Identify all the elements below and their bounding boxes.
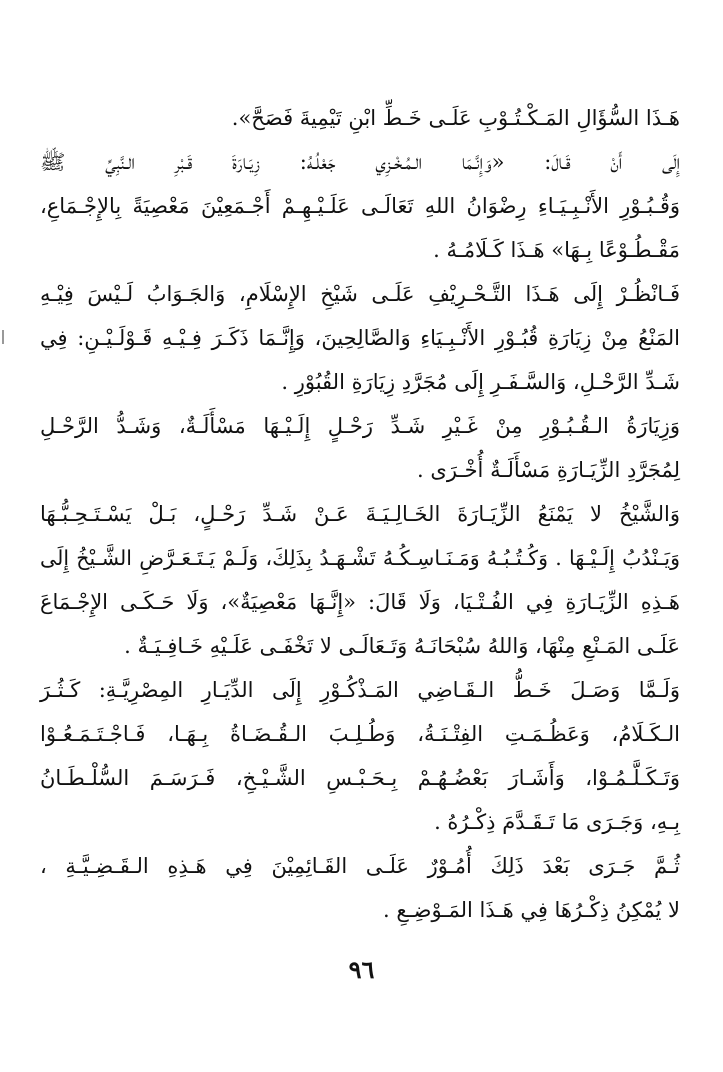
text-line-17: بِـهِ، وَجَـرَى مَا تَـقَـدَّمَ ذِكْـرُهُ .	[434, 810, 680, 834]
page-number: ٩٦	[348, 955, 375, 984]
text-line-18: ثُـمَّ جَـرَى بَعْدَ ذَلِكَ أُمُـوْرٌ عَلَـى القَـائِمِيْنَ فِي هَـذِهِ الـقَـضِـيَّـةِ ،	[40, 854, 680, 878]
text-line-9: لِمُجَرَّدِ الزِّيَـارَةِ مَسْأَلَـةٌ أُخْـرَى .	[417, 458, 680, 482]
text-line-4: مَقْـطُـوْعًا بِـهَا» هَـذَا كَـلَامُـهُ .	[433, 238, 680, 262]
text-line-2: إِلَى أَنْ قَـالَ: «وَإِنَّـمَا الـمُـخْـزِي جَعْلُـهُ: زِيَـارَةَ قَـبْرِ الـنَّبِيِّ ﷺ	[40, 150, 680, 174]
text-line-3: وَقُـبُـوْرِ الأَنْـبِـيَـاءِ رِضْوَانُ اللهِ تَعَالَـى عَلَـيْـهِـمْ أَجْـمَعِيْنَ مَعْصِيَةً بِالإِجْـمَاعِ،	[40, 194, 680, 218]
text-line-15: الـكَـلَامُ، وَعَظُـمَـتِ الفِتْـنَـةُ، وَطُـلِـبَ الـقُـضَـاةُ بِـهَـا، فَـاجْـتَـمَـعُـوْا	[40, 722, 680, 746]
text-line-11: وَيَـنْدُبُ إِلَـيْـهَا . وَكُـتُـبُـهُ وَمَـنَـاسِـكُـهُ تَشْـهَـدُ بِذَلِكَ، وَلَـمْ يَـتَـعَـرَّضِ الشَّـيْخُ إِلَى	[40, 546, 680, 570]
page-edge-mark	[2, 330, 4, 344]
text-line-8: وَزِيَارَةُ الـقُـبُـوْرِ مِنْ غَـيْرِ شَـدِّ رَحْـلٍ إِلَـيْـهَا مَسْأَلَـةٌ، وَشَـدُّ الرَّحْـلِ	[40, 414, 680, 438]
text-line-7: شَـدِّ الرَّحْـلِ، وَالسَّـفَـرِ إِلَى مُجَرَّدِ زِيَارَةِ القُبُوْرِ .	[281, 370, 680, 394]
text-line-19: لا يُمْكِنُ ذِكْـرُهَا فِي هَـذَا المَـوْضِـعِ .	[383, 898, 680, 922]
text-line-16: وَتَـكَـلَّـمُـوْا، وَأَشَـارَ بَعْضُـهُـمْ بِـحَـبْـسِ الشَّـيْـخِ، فَـرَسَـمَ السُّلْـطَـانُ	[40, 766, 680, 790]
text-line-10: وَالشَّيْخُ لا يَمْنَعُ الزِّيَـارَةَ الخَـالِـيَـةَ عَـنْ شَـدِّ رَحْـلٍ، بَـلْ يَسْـتَـحِـبُّـهَا	[40, 502, 680, 526]
text-line-12: هَـذِهِ الزِّيَـارَةِ فِي الفُـتْـيَا، وَلَا قَالَ: «إِنَّـهَا مَعْصِيَةٌ»، وَلَا حَـكَـى الإِجْـمَاعَ	[40, 590, 680, 614]
text-line-13: عَلَـى المَـنْعِ مِنْهَا، وَاللهُ سُبْحَانَـهُ وَتَـعَالَـى لا تَخْفَـى عَلَـيْهِ خَـافِـيَـةٌ .	[124, 634, 680, 658]
text-line-6: المَنْعُ مِنْ زِيَارَةِ قُبُـوْرِ الأَنْـبِـيَاءِ وَالصَّالِحِينَ، وَإِنَّـمَا ذَكَـرَ فِـيْـهِ قَـوْلَـيْـنِ: فِي	[40, 326, 680, 350]
text-line-1: هَـذَا السُّؤَالِ المَـكْـتُـوْبِ عَلَـى خَـطِّ ابْنِ تَيْمِيةَ فَصَحَّ».	[231, 106, 680, 130]
text-line-14: وَلَـمَّا وَصَـلَ خَـطُّ الـقَـاضِي المَـذْكُـوْرِ إِلَى الدِّيَـارِ المِصْرِيَّـةِ: كَـثُـرَ	[40, 678, 680, 702]
text-line-5: فَـانْظُـرْ إِلَى هَـذَا التَّـحْـرِيْفِ عَلَـى شَيْخِ الإِسْلَامِ، وَالجَـوَابُ لَـيْسَ فِيْـهِ	[40, 282, 680, 306]
